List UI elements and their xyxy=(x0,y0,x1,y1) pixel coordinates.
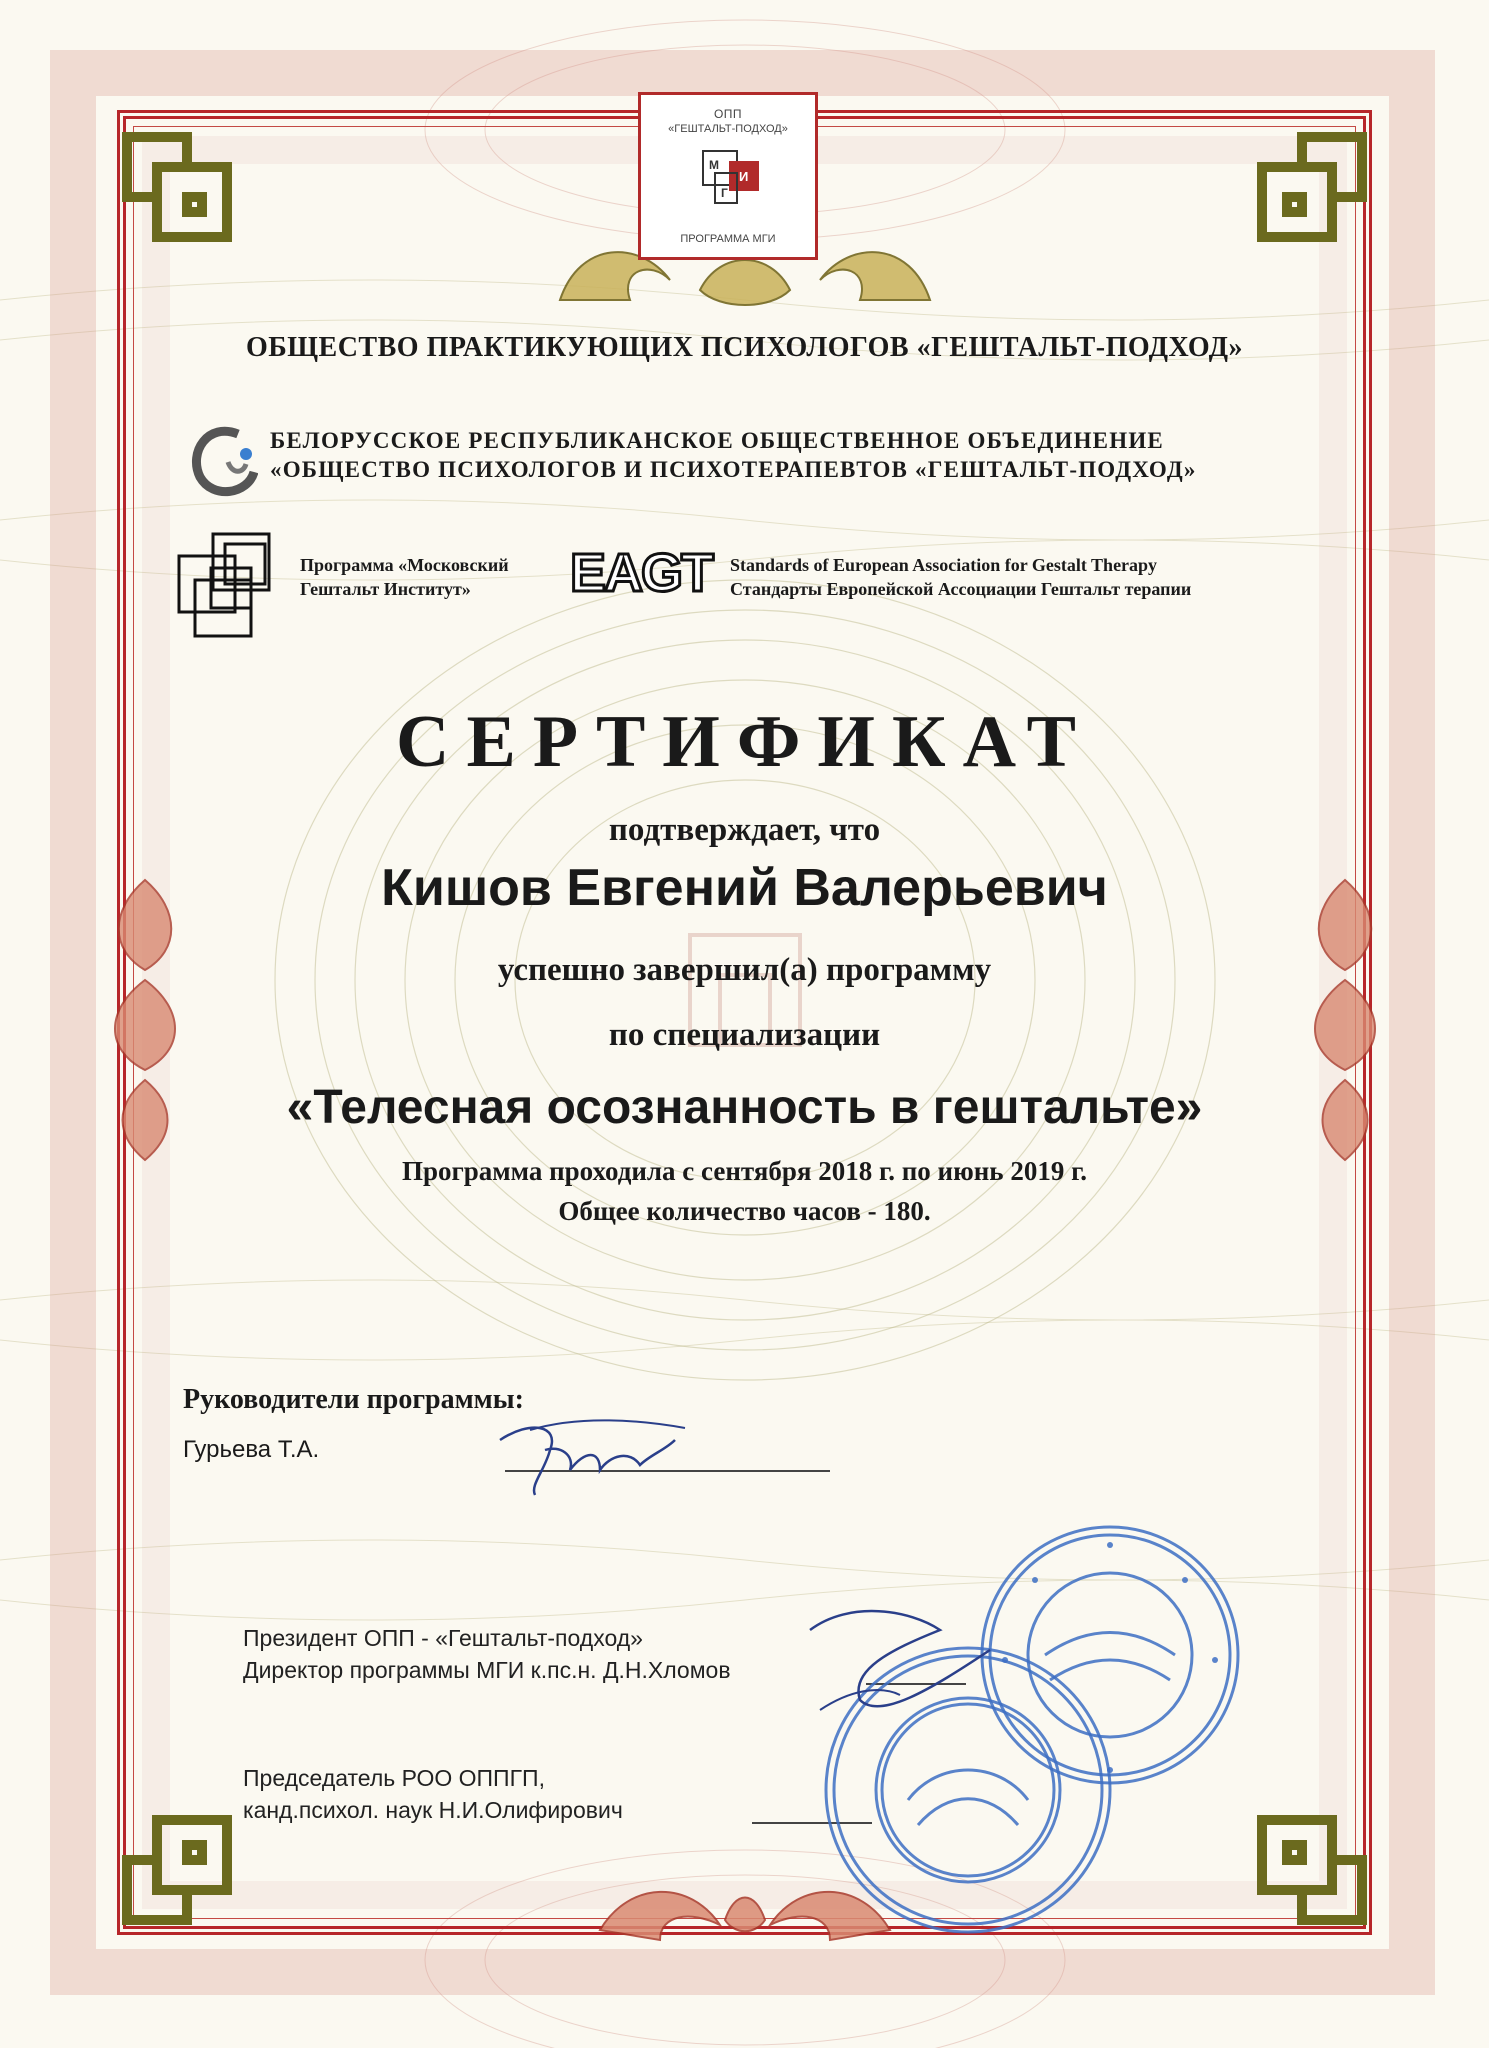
president-line-1: Президент ОПП - «Гештальт-подход» xyxy=(243,1625,643,1651)
president-signatory xyxy=(243,1622,731,1686)
society-heading: ОБЩЕСТВО ПРАКТИКУЮЩИХ ПСИХОЛОГОВ «ГЕШТАЛЬТ-ПОДХОД» xyxy=(246,332,1243,363)
eagt-line-ru: Стандарты Европейской Ассоциации Гештальт терапии xyxy=(730,579,1192,599)
specialization-label: по специализации xyxy=(608,1017,881,1053)
president-signature xyxy=(790,1590,1020,1740)
eagt-standards-text xyxy=(730,553,1191,601)
eagt-logo xyxy=(566,541,730,603)
president-line-2: Директор программы МГИ к.пс.н. Д.Н.Хломов xyxy=(243,1657,731,1683)
mgi-letter-i: И xyxy=(739,169,749,184)
leaders-label: Руководители программы: xyxy=(183,1384,524,1415)
association-line-1: БЕЛОРУССКОЕ РЕСПУБЛИКАНСКОЕ ОБЩЕСТВЕННОЕ ОБЪЕДИНЕНИЕ xyxy=(270,428,1164,453)
mgi-squares-logo-icon xyxy=(175,530,287,640)
completed-text: успешно завершил(а) программу xyxy=(497,952,992,988)
chairman-line-1: Председатель РОО ОППГП, xyxy=(243,1765,545,1791)
corner-knot-ornament-bottom-right xyxy=(1247,1805,1377,1935)
mgi-letter-g: Г xyxy=(721,186,728,200)
logo-line-program: ПРОГРАММА МГИ xyxy=(680,233,776,245)
mgi-letter-m: М xyxy=(709,158,719,172)
program-title: «Телесная осознанность в гештальте» xyxy=(286,1081,1203,1134)
recipient-name: Кишов Евгений Валерьевич xyxy=(381,859,1108,917)
confirms-text: подтверждает, что xyxy=(608,812,881,848)
association-swirl-logo-icon xyxy=(188,422,258,502)
leader-name: Гурьева Т.А. xyxy=(183,1436,320,1463)
logo-line-opp: ОПП xyxy=(713,107,743,121)
certificate-title: СЕРТИФИКАТ xyxy=(396,701,1093,783)
eagt-logo-text: EAGT xyxy=(570,543,713,603)
corner-knot-ornament-top-left xyxy=(112,122,242,252)
logo-line-gestalt: «ГЕШТАЛЬТ-ПОДХОД» xyxy=(668,123,788,135)
leader-signature xyxy=(490,1410,690,1500)
mgi-program-line-1: Программа «Московский xyxy=(300,555,509,575)
program-period: Программа проходила с сентября 2018 г. по июнь 2019 г. xyxy=(401,1156,1088,1186)
association-line-2: «ОБЩЕСТВО ПСИХОЛОГОВ И ПСИХОТЕРАПЕВТОВ «ГЕШТАЛЬТ-ПОДХОД» xyxy=(270,457,1197,482)
chairman-line-2: канд.психол. наук Н.И.Олифирович xyxy=(243,1797,623,1823)
chairman-signatory xyxy=(243,1762,623,1826)
opp-program-logo xyxy=(638,92,818,260)
corner-knot-ornament-bottom-left xyxy=(112,1805,242,1935)
corner-knot-ornament-top-right xyxy=(1247,122,1377,252)
mgi-program-line-2: Гештальт Институт» xyxy=(300,579,471,599)
eagt-line-en: Standards of European Association for Gestalt Therapy xyxy=(730,555,1158,575)
program-hours: Общее количество часов - 180. xyxy=(558,1196,931,1226)
association-name xyxy=(270,426,1197,484)
mgi-logo-icon xyxy=(701,147,761,205)
mgi-program-text xyxy=(300,553,509,601)
